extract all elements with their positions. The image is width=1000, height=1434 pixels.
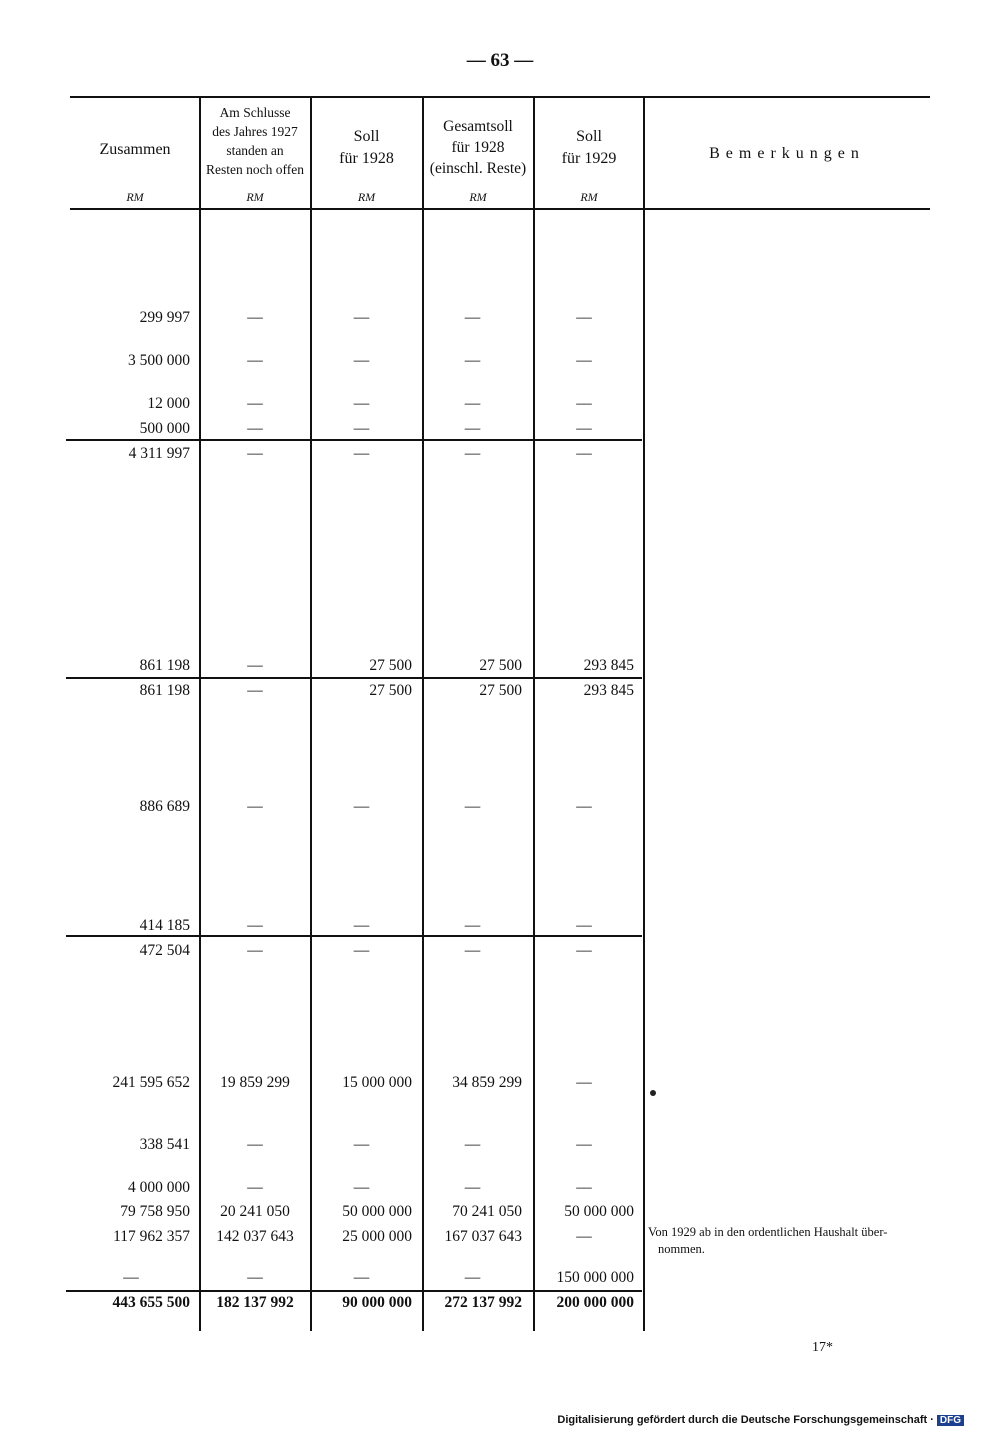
table-cell: — (247, 1136, 263, 1153)
table-cell: — (464, 395, 481, 412)
table-cell: — (247, 309, 263, 326)
table-cell: 861 198 (139, 682, 190, 699)
table-cell: — (353, 1269, 370, 1286)
table-cell: 443 655 500 (112, 1294, 190, 1311)
unit-label-col4: RM (469, 190, 487, 204)
total-rule (66, 1290, 642, 1292)
subtotal-rule-1 (66, 439, 642, 441)
table-cell: 15 000 000 (342, 1074, 412, 1091)
table-cell: — (576, 420, 592, 437)
table-cell: — (464, 1179, 481, 1196)
table-cell: — (464, 1136, 481, 1153)
unit-label-col3: RM (357, 190, 376, 204)
table-cell: 886 689 (139, 798, 190, 815)
table-cell: 500 000 (139, 420, 190, 437)
table-cell: — (576, 942, 592, 959)
table-cell: — (576, 798, 592, 815)
table-cell: — (576, 1136, 592, 1153)
table-cell: 167 037 643 (444, 1228, 522, 1245)
table-cell: — (247, 1179, 263, 1196)
table-cell: — (353, 445, 370, 462)
table-cell: — (123, 1269, 139, 1286)
table-cell: 4 000 000 (128, 1179, 190, 1196)
table-cell: 12 000 (147, 395, 190, 412)
table-cell: — (464, 1269, 481, 1286)
table-cell: 70 241 050 (452, 1203, 522, 1220)
table-cell: — (353, 1136, 370, 1153)
table-cell: 4 311 997 (128, 445, 190, 462)
table-cell: — (247, 395, 263, 412)
table-cell: 27 500 (479, 657, 522, 674)
digitization-footer: Digitalisierung gefördert durch die Deutsche Forschungsgemeinschaft · DFG (557, 1414, 964, 1426)
table-cell: — (247, 798, 263, 815)
subtotal-rule-3 (66, 935, 642, 937)
header-reste-1927: Am Schlusse des Jahres 1927 standen an Resten noch offen (206, 105, 304, 177)
table-cell: 20 241 050 (220, 1203, 290, 1220)
table-cell: — (576, 1179, 592, 1196)
table-cell: — (247, 917, 263, 934)
remark-note: Von 1929 ab in den ordentlichen Haushalt über- nommen. (648, 1225, 888, 1256)
table-cell: 27 500 (369, 657, 412, 674)
column-divider-5 (643, 97, 645, 1331)
table-cell: 182 137 992 (216, 1294, 294, 1311)
table-cell: — (464, 352, 481, 369)
table-cell: 90 000 000 (342, 1294, 412, 1311)
page-number: — 63 — (466, 50, 534, 71)
table-cell: — (353, 917, 370, 934)
table-cell: — (576, 445, 592, 462)
table-cell: 79 758 950 (120, 1203, 190, 1220)
table-cell: 117 962 357 (113, 1228, 190, 1245)
table-cell: — (353, 798, 370, 815)
table-cell: — (464, 917, 481, 934)
table-cell: 414 185 (139, 917, 190, 934)
table-cell: — (464, 309, 481, 326)
table-cell: 200 000 000 (556, 1294, 634, 1311)
table-cell: 142 037 643 (216, 1228, 294, 1245)
table-cell: — (247, 445, 263, 462)
table-cell: — (353, 942, 370, 959)
table-cell: — (353, 395, 370, 412)
table-cell: — (353, 420, 370, 437)
table-cell: — (464, 798, 481, 815)
table-cell: 19 859 299 (220, 1074, 290, 1091)
table-cell: 338 541 (139, 1136, 190, 1153)
header-bemerkungen: Bemerkungen (709, 145, 865, 162)
ink-mark (650, 1090, 656, 1096)
table-cell: 472 504 (139, 942, 190, 959)
table-cell: — (247, 942, 263, 959)
table-cell: — (247, 420, 263, 437)
table-cell: — (576, 1074, 592, 1091)
unit-label-col1: RM (126, 190, 144, 204)
table-cell: 293 845 (583, 682, 634, 699)
table-cell: — (353, 352, 370, 369)
table-cell: 272 137 992 (444, 1294, 522, 1311)
table-cell: — (464, 420, 481, 437)
table-cell: — (247, 1269, 263, 1286)
table-cell: 34 859 299 (452, 1074, 522, 1091)
table-cell: — (247, 352, 263, 369)
table-cell: — (576, 1228, 592, 1245)
table-cell: — (247, 682, 263, 699)
table-cell: — (247, 657, 263, 674)
header-zusammen: Zusammen (99, 141, 171, 158)
table-cell: 27 500 (369, 682, 412, 699)
sheet-signature: 17* (812, 1340, 833, 1355)
dfg-logo: DFG (937, 1415, 964, 1426)
table-cell: 241 595 652 (112, 1074, 190, 1091)
unit-label-col2: RM (246, 190, 264, 204)
table-cell: — (353, 1179, 370, 1196)
table-cell: — (576, 395, 592, 412)
table-cell: — (576, 917, 592, 934)
table-cell: 299 997 (139, 309, 190, 326)
table-cell: — (353, 309, 370, 326)
unit-label-col5: RM (580, 190, 598, 204)
header-soll-1928: Soll für 1928 (339, 128, 394, 167)
table-cell: 293 845 (583, 657, 634, 674)
table-cell: — (576, 309, 592, 326)
table-cell: 25 000 000 (342, 1228, 412, 1245)
table-cell: — (464, 445, 481, 462)
table-cell: 27 500 (479, 682, 522, 699)
table-cell: 150 000 000 (556, 1269, 634, 1286)
table-cell: 861 198 (139, 657, 190, 674)
table-cell: 50 000 000 (564, 1203, 634, 1220)
table-cell: — (576, 352, 592, 369)
table-cell: 3 500 000 (128, 352, 190, 369)
subtotal-rule-2 (66, 677, 642, 679)
table-cell: — (464, 942, 481, 959)
table-cell: 50 000 000 (342, 1203, 412, 1220)
header-soll-1929: Soll für 1929 (561, 128, 617, 167)
header-gesamtsoll-1928: Gesamtsoll für 1928 (einschl. Reste) (429, 118, 527, 177)
